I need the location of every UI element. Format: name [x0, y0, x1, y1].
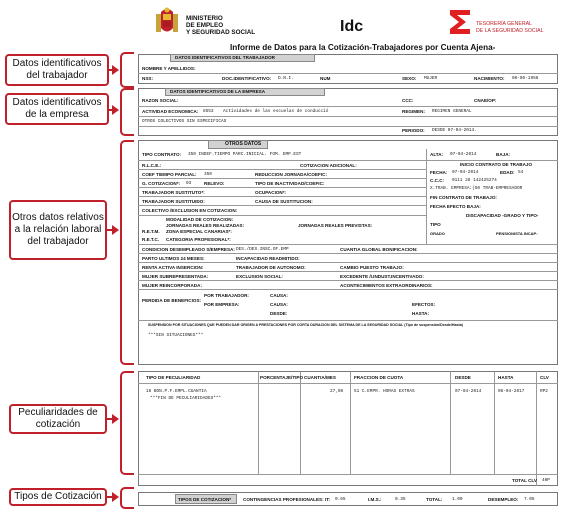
pec-total-value: 40P [542, 478, 550, 483]
desempleo-value: 7.05 [524, 497, 535, 502]
ims-value: 0.35 [395, 497, 406, 502]
arrow-types [107, 496, 113, 498]
total-label: TOTAL: [426, 497, 443, 502]
bracket-other [120, 140, 134, 365]
cambio-label: CAMBIO PUESTO TRABAJO: [340, 265, 404, 270]
contract-value: 350 INDEF.TIEMPO PARC.INICIAL. FOM. EMP.EST [188, 152, 302, 157]
edad-value: 54 [518, 170, 524, 175]
pec-row-tipo: 16 BON.P.F.EMPL.CUANTIA [146, 389, 207, 394]
fecha-label: FECHA: [430, 170, 448, 175]
pensionista: PENSIONISTA INCAP: [496, 231, 538, 236]
hasta-label: HASTA: [412, 311, 430, 316]
mujer2-label: MUJER REINCORPORADA: [142, 283, 202, 288]
cond-label: CONDICION DESEMPLEADO S/EMPRESA: [142, 247, 235, 252]
ccc-label: CCC: [402, 98, 414, 103]
alta-value: 07-04-2014 [450, 152, 477, 157]
birth-value: 06-05-1958 [512, 76, 539, 81]
document-code: Idc [340, 18, 364, 35]
relevo-label: RELEVO: [204, 181, 225, 186]
arrow-other [107, 229, 113, 231]
acont-label: ACONTECIMIENTOS EXTRAORDINARIOS: [340, 283, 433, 288]
subst2-label: TRABAJADOR SUSTITUIDO: [142, 199, 205, 204]
pec-row-hasta: 06-04-2017 [498, 389, 525, 394]
coef-value: 350 [204, 172, 212, 177]
period-label: PERIODO: [402, 128, 425, 133]
baja-label: BAJA: [496, 152, 511, 157]
ccc2-value: 0111 28 142425274 [452, 178, 497, 183]
quote-add-label: COTIZACION ADICIONAL: [300, 163, 357, 168]
trab-empresa: X.TRAB. EMPRESA:(50 TRAB-EMPRESADOR [430, 186, 523, 191]
tgss-logo-icon [448, 8, 472, 36]
worker-section-title: DATOS IDENTIFICATIVOS DEL TRABAJADOR [175, 55, 275, 60]
worker-name-label: NOMBRE Y APELLIDOS: [142, 66, 196, 71]
callout-peculiar: Peculiaridades de cotización [9, 404, 107, 434]
ccc2-label: C.C.C: [430, 178, 445, 183]
pec-header-tipo: TIPO DE PECULIARIDAD [146, 375, 201, 380]
bracket-peculiar [120, 371, 134, 475]
ministry-name-1: MINISTERIO [186, 15, 223, 22]
activity-value: Actividades de las escuelas de conducció [223, 109, 329, 114]
zona-label: ZONA ESPECIAL CANARIAS*: [166, 229, 232, 234]
pec-row-desde: 07-04-2014 [455, 389, 482, 394]
pec-end: ***FIN DE PECULIARIDADES*** [150, 396, 222, 401]
pec-header-clv: CLV [540, 375, 549, 380]
ocup-label: OCUPACION*: [255, 190, 287, 195]
collective-label: COLECTIVO /EXCLUSION EN COTIZACION: [142, 208, 238, 213]
disc-grado: GRADO [430, 231, 445, 236]
suspension-value: ***SIN SITUACIONES*** [148, 333, 204, 338]
perdida-label: PERDIDA DE BENEFICIOS: [142, 298, 202, 303]
sex-value: MUJER [424, 76, 438, 81]
cont-label: CONTINGENCIAS PROFESIONALES: IT: [243, 497, 331, 502]
birth-label: NACIMIENTO: [474, 76, 505, 81]
edad-label: EDAD: [500, 170, 515, 175]
ims-label: I.M.S.: [368, 497, 382, 502]
cat-label: CATEGORIA PROFESIONAL*: [166, 237, 231, 242]
total-value: 1.00 [452, 497, 463, 502]
parto-label: PARTO ULTIMOS 24 MESES: [142, 256, 205, 261]
retc-label: R.E.T.C. [142, 237, 160, 242]
pec-row-clv: RP2 [540, 389, 548, 394]
arrow-worker [109, 69, 113, 71]
callout-types: Tipos de Cotización [9, 488, 107, 506]
causa3-label: CAUSA: [270, 302, 288, 307]
cond-value: DES./DES.INSC.OF.EMP [236, 247, 289, 252]
activity-code: 8553 [203, 109, 214, 114]
cnae-label: CNAE/OP: [474, 98, 497, 103]
regime-label: REGIMEN: [402, 109, 425, 114]
mujer-label: MUJER SUBREPRESENTADA: [142, 274, 209, 279]
efecto-baja: FECHA EFECTO BAJA: [430, 204, 481, 209]
coef-label: COEF TIEMPO PARCIAL: [142, 172, 197, 177]
desempleo-label: DESEMPLEO: [488, 497, 519, 502]
jornadas2-label: JORNADAS REALES PREVISTAS: [298, 223, 373, 228]
cuantia-label: CUANTIA GLOBAL BONIFICACION: [340, 247, 418, 252]
contract-label: TIPO CONTRATO: [142, 152, 182, 157]
sex-label: SEXO: [402, 76, 417, 81]
efectos-label: EFECTOS: [412, 302, 436, 307]
doc-label: DOC.IDENTIFICATIVO: [222, 76, 272, 81]
arrow-company [109, 109, 113, 111]
collectives-value: OTROS COLECTIVOS SIN ESPECIFICAS [142, 119, 227, 124]
pec-header-cuantia: CUANTIA/MES [304, 375, 336, 380]
arrow-peculiar [107, 418, 113, 420]
ministry-name-2: DE EMPLEO [186, 22, 224, 29]
pec-header-porcentaje: PORCENTAJE/TIPO [260, 375, 304, 380]
fin-contract: FIN CONTRATO DE TRABAJO: [430, 195, 497, 200]
excedente-label: EXCEDENTE /I.INDUST.INCENTIVADO: [340, 274, 424, 279]
bracket-types [120, 487, 134, 509]
rlce-label: R.L.C.E.: [142, 163, 162, 168]
pec-row-fraccion: 51 C.EMPR. HORAS EXTRAS [354, 389, 415, 394]
bracket-company [120, 88, 134, 136]
other-data-title: OTROS DATOS [225, 141, 262, 147]
group-value: 03 [186, 181, 192, 186]
callout-other: Otros datos relativos a la relación laboral del trabajador [9, 200, 107, 260]
inicio-contract: INICIO CONTRATO DE TRABAJO [460, 162, 533, 167]
callout-company: Datos identificativos de la empresa [5, 93, 109, 125]
mod-label: MODALIDAD DE COTIZACION: [166, 217, 234, 222]
company-name-label: RAZON SOCIAL: [142, 98, 179, 103]
discapacidad: DISCAPACIDAD -GRADO Y TIPO- [466, 213, 539, 218]
por-trab-label: POR TRABAJADOR: [204, 293, 249, 298]
it-value: 0.65 [335, 497, 346, 502]
callout-worker: Datos identificativos del trabajador [5, 54, 109, 86]
causa-label: CAUSA DE SUSTITUCION: [255, 199, 313, 204]
suspension-title: SUSPENSION POR SITUACIONES QUE PUEDEN DAR ORIGEN A PRESTACIONES POR CORTA DURACION DEL SISTEMA DE LA SEGURIDAD SOCIAL (Tipo de suspensión/Desde/Hasta) [148, 323, 463, 327]
num-label: NUM [320, 76, 331, 81]
excl-label: EXCLUSION SOCIAL: [236, 274, 283, 279]
doc-value: D.N.I. [278, 76, 294, 81]
group-label: G. COTIZACION*: [142, 181, 181, 186]
incap-label: INCAPACIDAD READMITIDO: [236, 256, 300, 261]
tgss-name-2: DE LA SEGURIDAD SOCIAL [476, 28, 544, 34]
document-title: Informe de Datos para la Cotización-Trabajadores por Cuenta Ajena- [230, 43, 496, 52]
company-section-title: DATOS IDENTIFICATIVOS DE LA EMPRESA [170, 89, 266, 94]
regime-value: REGIMEN GENERAL [432, 109, 472, 114]
disc-tipo: TIPO [430, 222, 441, 227]
pec-row-cuantia: 27,08 [330, 389, 344, 394]
types-label: TIPOS DE COTIZACION* [178, 497, 232, 502]
inact-label: TIPO DE INACTIVIDAD/COEFIC: [255, 181, 325, 186]
activity-label: ACTIVIDAD ECONOMICA: [142, 109, 199, 114]
pec-total-label: TOTAL CLV [512, 478, 537, 483]
jornadas-label: JORNADAS REALES REALIZADAS: [166, 223, 245, 228]
period-value: DESDE 07-04-2014. [432, 128, 477, 133]
desde-label: DESDE: [270, 311, 288, 316]
pec-header-fraccion: FRACCION DE CUOTA [354, 375, 404, 380]
por-emp-label: POR EMPRESA: [204, 302, 240, 307]
pec-header-hasta: HASTA [498, 375, 514, 380]
spain-coat-of-arms-icon [152, 6, 182, 36]
causa2-label: CAUSA: [270, 293, 288, 298]
alta-label: ALTA: [430, 152, 444, 157]
autonomo-label: TRABAJADOR DE AUTONOMO: [236, 265, 306, 270]
renta-label: RENTA ACTIVA INSERCION: [142, 265, 204, 270]
tgss-name-1: TESORERÍA GENERAL [476, 21, 532, 27]
nss-label: NSS: [142, 76, 153, 81]
subst-label: TRABAJADOR SUSTITUTO*: [142, 190, 205, 195]
reduc-label: REDUCCION JORNADA/COEFIC: [255, 172, 327, 177]
retm-label: R.E.T.M. [142, 229, 160, 234]
fecha-value: 07-04-2014 [452, 170, 479, 175]
pec-header-desde: DESDE [455, 375, 471, 380]
bracket-worker [120, 52, 134, 88]
ministry-name-3: Y SEGURIDAD SOCIAL [186, 29, 256, 36]
